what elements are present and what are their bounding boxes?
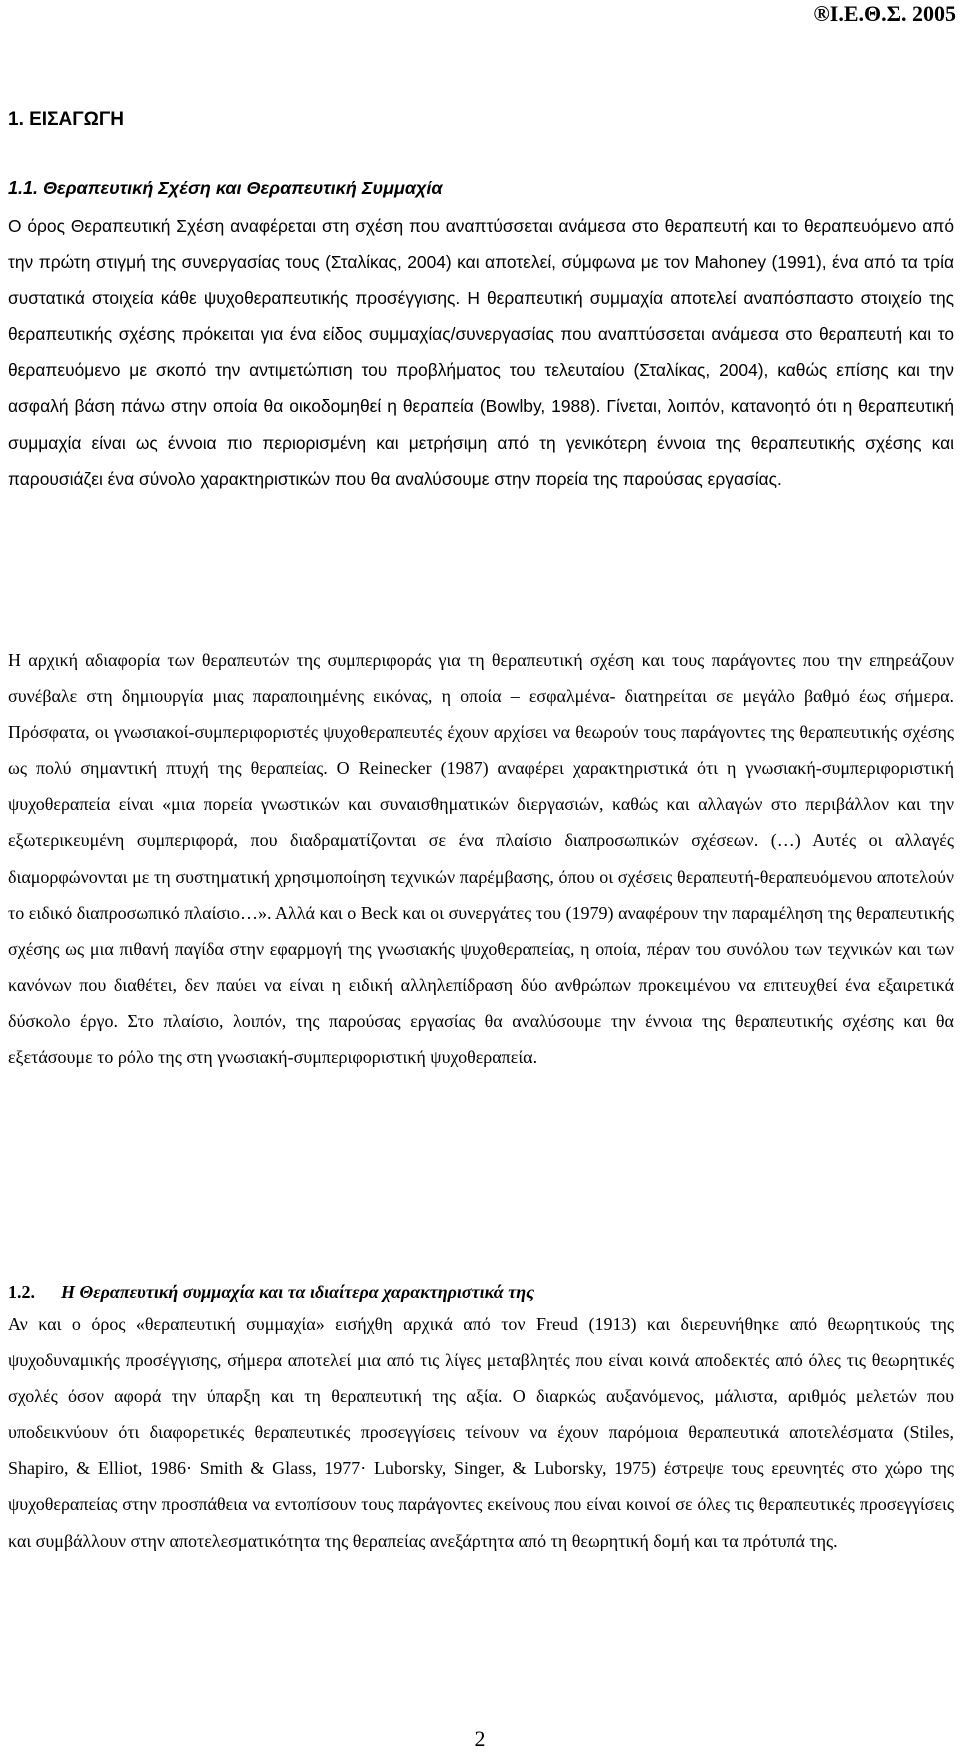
page-header: ®Ι.Ε.Θ.Σ. 2005 bbox=[813, 1, 956, 26]
paragraph-1: Ο όρος Θεραπευτική Σχέση αναφέρεται στη σχέση που αναπτύσσεται ανάμεσα στο θεραπευτή και το θεραπευόμενο από την πρώτη στιγμή της συνεργασίας τους (Σταλίκας, 2004) και αποτελεί, σύμφωνα με τον Mahoney (1991), ένα από τα τρία συστατικά στοιχεία κάθε ψυχοθεραπευτικής προσέγγισης. Η θεραπευτική συμμαχία αποτελεί αναπόσπαστο στοιχείο της θεραπευτικής σχέσης πρόκειται για ένα είδος συμμαχίας/συνεργασίας που αναπτύσσεται ανάμεσα στο θεραπευτή και το θεραπευόμενο με σκοπό την αντιμετώπιση του προβλήματος του τελευταίου (Σταλίκας, 2004), καθώς επίσης και την ασφαλή βάση πάνω στην οποία θα οικοδομηθεί η θεραπεία (Bowlby, 1988). Γίνεται, λοιπόν, κατανοητό ότι η θεραπευτική συμμαχία είναι ως έννοια πιο περιορισμένη και μετρήσιμη από τη γενικότερη έννοια της θεραπευτικής σχέσης και παρουσιάζει ένα σύνολο χαρακτηριστικών που θα αναλύσουμε στην πορεία της παρούσας εργασίας. bbox=[8, 216, 954, 489]
paragraph-2: Η αρχική αδιαφορία των θεραπευτών της συμπεριφοράς για τη θεραπευτική σχέση και τους παράγοντες που την επηρεάζουν συνέβαλε στη δημιουργία μιας παραποιημένης εικόνας, η οποία – εσφαλμένα- διατηρείται σε μεγάλο βαθμό έως σήμερα. Πρόσφατα, οι γνωσιακοί-συμπεριφοριστές ψυχοθεραπευτές έχουν αρχίσει να θεωρούν τους παράγοντες της θεραπευτικής σχέσης ως πολύ σημαντική πτυχή της θεραπείας. Ο Reinecker (1987) αναφέρει χαρακτηριστικά ότι η γνωσιακή-συμπεριφοριστική ψυχοθεραπεία είναι «μια πορεία γνωστικών και συναισθηματικών διεργασιών, καθώς και αλλαγών στο περιβάλλον και την εξωτερικευμένη συμπεριφορά, που διαδραματίζονται σε ένα πλαίσιο διαπροσωπικών σχέσεων. (…) Αυτές οι αλλαγές διαμορφώνονται με τη συστηματική χρησιμοποίηση τεχνικών παρέμβασης, όπου οι σχέσεις θεραπευτή-θεραπευόμενου αποτελούν το ειδικό διαπροσωπικό πλαίσιο…». Αλλά και ο Beck και οι συνεργάτες του (1979) αναφέρουν την παραμέληση της θεραπευτικής σχέσης ως μια πιθανή παγίδα στην εφαρμογή της γνωσιακής ψυχοθεραπείας, η οποία, πέραν του συνόλου των τεχνικών και των κανόνων που διαθέτει, δεν παύει να είναι η ειδική αλληλεπίδραση δύο ανθρώπων προκειμένου να επιτευχθεί ένα εξαιρετικά δύσκολο έργο. Στο πλαίσιο, λοιπόν, της παρούσας εργασίας θα αναλύσουμε την έννοια της θεραπευτικής σχέσης και θα εξετάσουμε το ρόλο της στη γνωσιακή-συμπεριφοριστική ψυχοθεραπεία. bbox=[8, 650, 954, 1068]
subsection-number: 1.2. bbox=[8, 1282, 35, 1302]
subsection-title: Η Θεραπευτική συμμαχία και τα ιδιαίτερα χαρακτηριστικά της bbox=[61, 1282, 535, 1302]
section-heading: 1. ΕΙΣΑΓΩΓΗ bbox=[8, 109, 124, 130]
paragraph-3: Αν και ο όρος «θεραπευτική συμμαχία» εισήχθη αρχικά από τον Freud (1913) και διερευνήθηκε από θεωρητικούς της ψυχοδυναμικής προσέγγισης, σήμερα αποτελεί μια από τις λίγες μεταβλητές που είναι κοινά αποδεκτές από όλες τις θεωρητικές σχολές όσον αφορά την ύπαρξη και τη θεραπευτική της αξία. Ο διαρκώς αυξανόμενος, μάλιστα, αριθμός μελετών που υποδεικνύουν ότι διαφορετικές θεραπευτικές προσεγγίσεις τείνουν να έχουν παρόμοια θεραπευτικά αποτελέσματα (Stiles, Shapiro, & Elliot, 1986· Smith & Glass, 1977· Luborsky, Singer, & Luborsky, 1975) έστρεψε τους ερευνητές στο χώρο της ψυχοθεραπείας στην προσπάθεια να εντοπίσουν τους παράγοντες εκείνους που είναι κοινοί σε όλες τις θεραπευτικές προσεγγίσεις και συμβάλλουν στην αποτελεσματικότητα της θεραπείας ανεξάρτητα από τη θεωρητική δομή και τα πρότυπά της. bbox=[8, 1314, 954, 1551]
subsection-heading-1-2 bbox=[8, 1278, 534, 1306]
subsection-heading-1-1: 1.1. Θεραπευτική Σχέση και Θεραπευτική Συμμαχία bbox=[8, 178, 443, 198]
page-number: 2 bbox=[474, 1726, 486, 1751]
